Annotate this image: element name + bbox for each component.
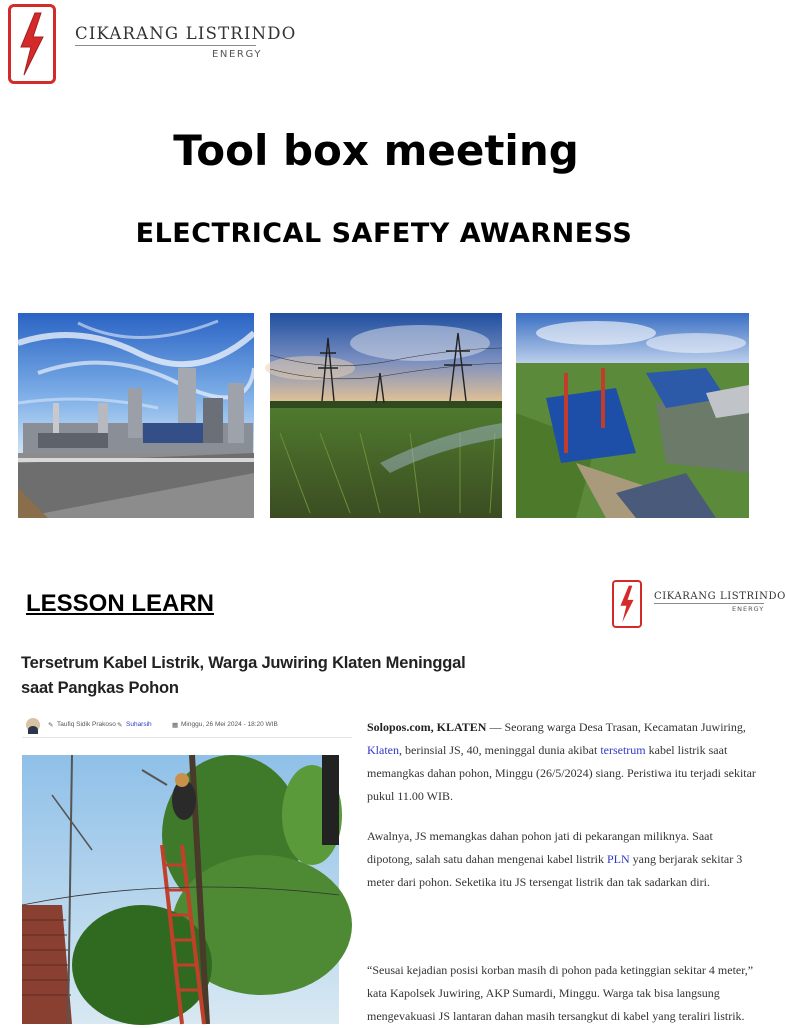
calendar-icon: ▦ [172,722,179,729]
link-klaten[interactable]: Klaten [367,743,399,757]
link-tersetrum[interactable]: tersetrum [600,743,646,757]
paragraph-text: yang berjarak sekitar 3 meter dari pohon. Seketika itu JS tersengat listrik dan tak sadarkan diri. [367,852,743,889]
author-avatar [26,718,40,732]
logo-company-sub: ENERGY [212,49,263,60]
logo-company-name: CIKARANG LISTRINDO [75,24,297,43]
article-title: Tersetrum Kabel Listrik, Warga Juwiring Klaten Meninggal saat Pangkas Pohon [21,654,466,697]
logo-company-name: CIKARANG LISTRINDO [654,591,786,602]
paragraph-text: kabel listrik saat memangkas dahan pohon, Minggu (26/5/2024) siang. Peristiwa itu terjadi sekitar pukul 11.00 WIB. [367,743,756,803]
page-subtitle: ELECTRICAL SAFETY AWARNESS [135,218,633,249]
paragraph-text: — Seorang warga Desa Trasan, Kecamatan Juwiring, [486,720,746,734]
pencil-icon: ✎ [48,722,54,729]
paragraph-text: , berinsial JS, 40, meninggal dunia akibat [399,743,601,757]
lightning-bolt-icon [8,4,56,84]
lesson-learn-heading: LESSON LEARN [26,590,215,617]
article-paragraph-3: “Seusai kejadian posisi korban masih di pohon pada ketinggian sekitar 4 meter,” kata Kapolsek Juwiring, AKP Sumardi, Minggu. Warga tak bisa langsung mengevakuasi JS lantaran dahan masih tersangkut di kabel yang teraliri listrik. [367,963,754,1023]
lightning-bolt-icon [612,580,642,628]
logo-company-sub: ENERGY [732,605,765,613]
aerial-power-plant-photo [516,313,749,518]
page-title: Tool box meeting [173,126,579,175]
transmission-towers-rice-field-photo [270,313,502,518]
article-meta [22,716,352,736]
link-pln[interactable]: PLN [606,852,630,866]
company-logo-small [612,580,786,630]
company-logo [8,4,297,86]
article-paragraph-1 [367,716,757,808]
paragraph-text: Awalnya, JS memangkas dahan pohon jati di pekarangan miliknya. Saat dipotong, salah satu dahan mengenai kabel listrik [367,829,713,866]
article-editor[interactable]: Suharsih [126,721,152,728]
article-date: Minggu, 26 Mei 2024 - 18:20 WIB [181,721,278,728]
article-paragraph-2 [367,825,757,894]
article-author[interactable]: Taufiq Sidik Prakoso [57,721,116,728]
logo-divider [654,603,764,604]
power-plant-photo [18,313,254,518]
meta-divider [22,737,352,738]
edit-icon: ✎ [117,722,123,729]
article-photo [22,755,339,1024]
article-lead: Solopos.com, KLATEN [367,720,487,734]
logo-divider [75,45,256,46]
